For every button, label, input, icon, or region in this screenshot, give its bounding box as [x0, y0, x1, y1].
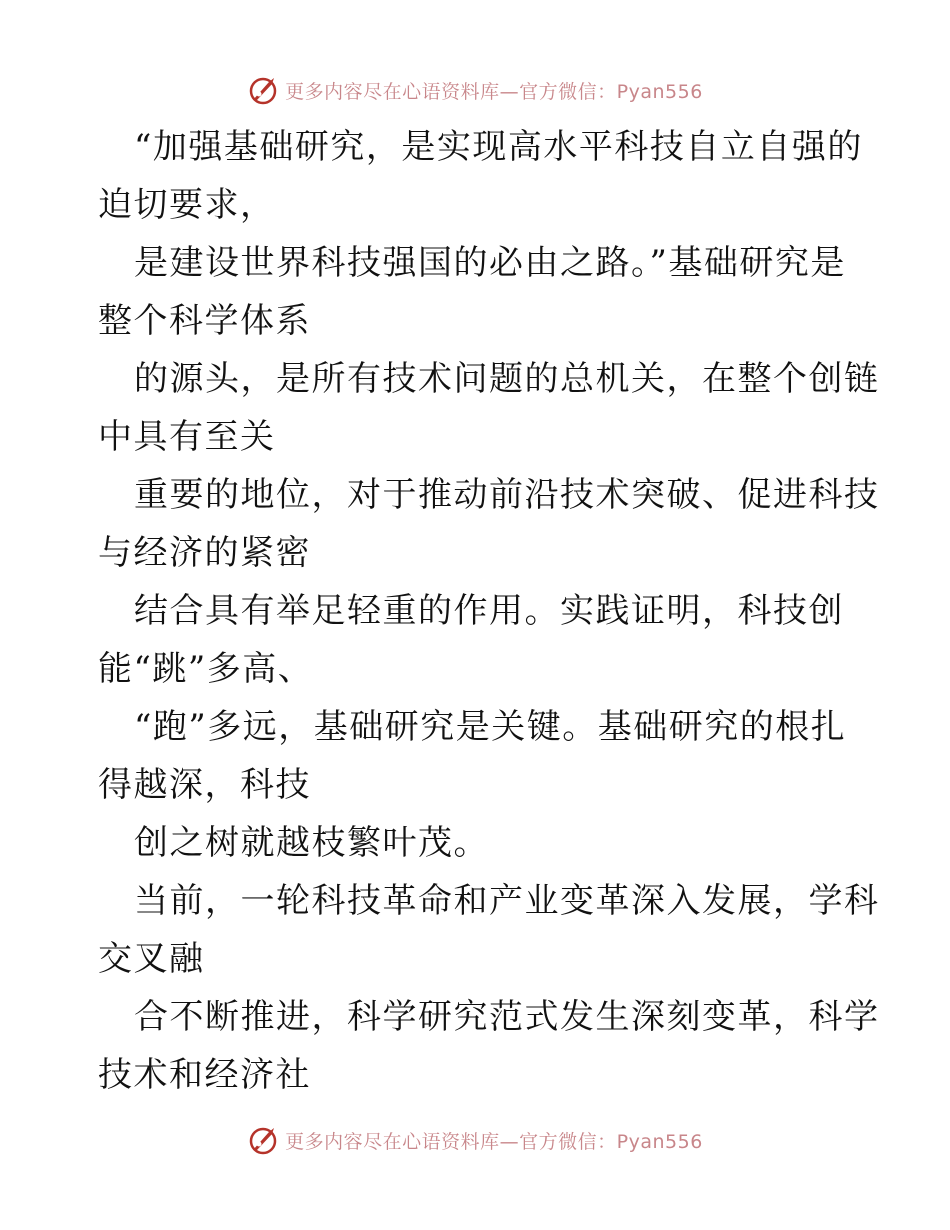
body-line: 重要的地位，对于推动前沿技术突破、促进科技 — [134, 475, 880, 515]
quill-logo-icon — [247, 74, 279, 106]
body-line: 合不断推进，科学研究范式发生深刻变革，科学 — [134, 997, 880, 1037]
body-line: 能“跳”多高、 — [98, 649, 314, 689]
body-line: 当前，一轮科技革命和产业变革深入发展，学科 — [134, 881, 880, 921]
document-body — [98, 118, 880, 1104]
quill-logo-icon — [247, 1124, 279, 1156]
footer-banner — [0, 1120, 950, 1160]
header-banner-text: 更多内容尽在心语资料库—官方微信：Pyan556 — [285, 80, 703, 103]
footer-banner-text: 更多内容尽在心语资料库—官方微信：Pyan556 — [285, 1130, 703, 1153]
body-line: 迫切要求， — [98, 185, 276, 225]
body-line: 创之树就越枝繁叶茂。 — [134, 823, 489, 863]
body-line: 的源头，是所有技术问题的总机关，在整个创链 — [134, 359, 880, 399]
header-banner — [0, 70, 950, 110]
body-line: 得越深，科技 — [98, 765, 311, 805]
body-line: “跑”多远，基础研究是关键。基础研究的根扎 — [134, 707, 847, 747]
body-line: 与经济的紧密 — [98, 533, 311, 573]
body-line: 技术和经济社 — [98, 1055, 311, 1095]
body-line: “加强基础研究，是实现高水平科技自立自强的 — [134, 127, 863, 167]
body-line: 结合具有举足轻重的作用。实践证明，科技创 — [134, 591, 844, 631]
body-line: 整个科学体系 — [98, 301, 311, 341]
body-line: 是建设世界科技强国的必由之路。”基础研究是 — [134, 243, 846, 283]
body-line: 中具有至关 — [98, 417, 276, 457]
body-line: 交叉融 — [98, 939, 205, 979]
